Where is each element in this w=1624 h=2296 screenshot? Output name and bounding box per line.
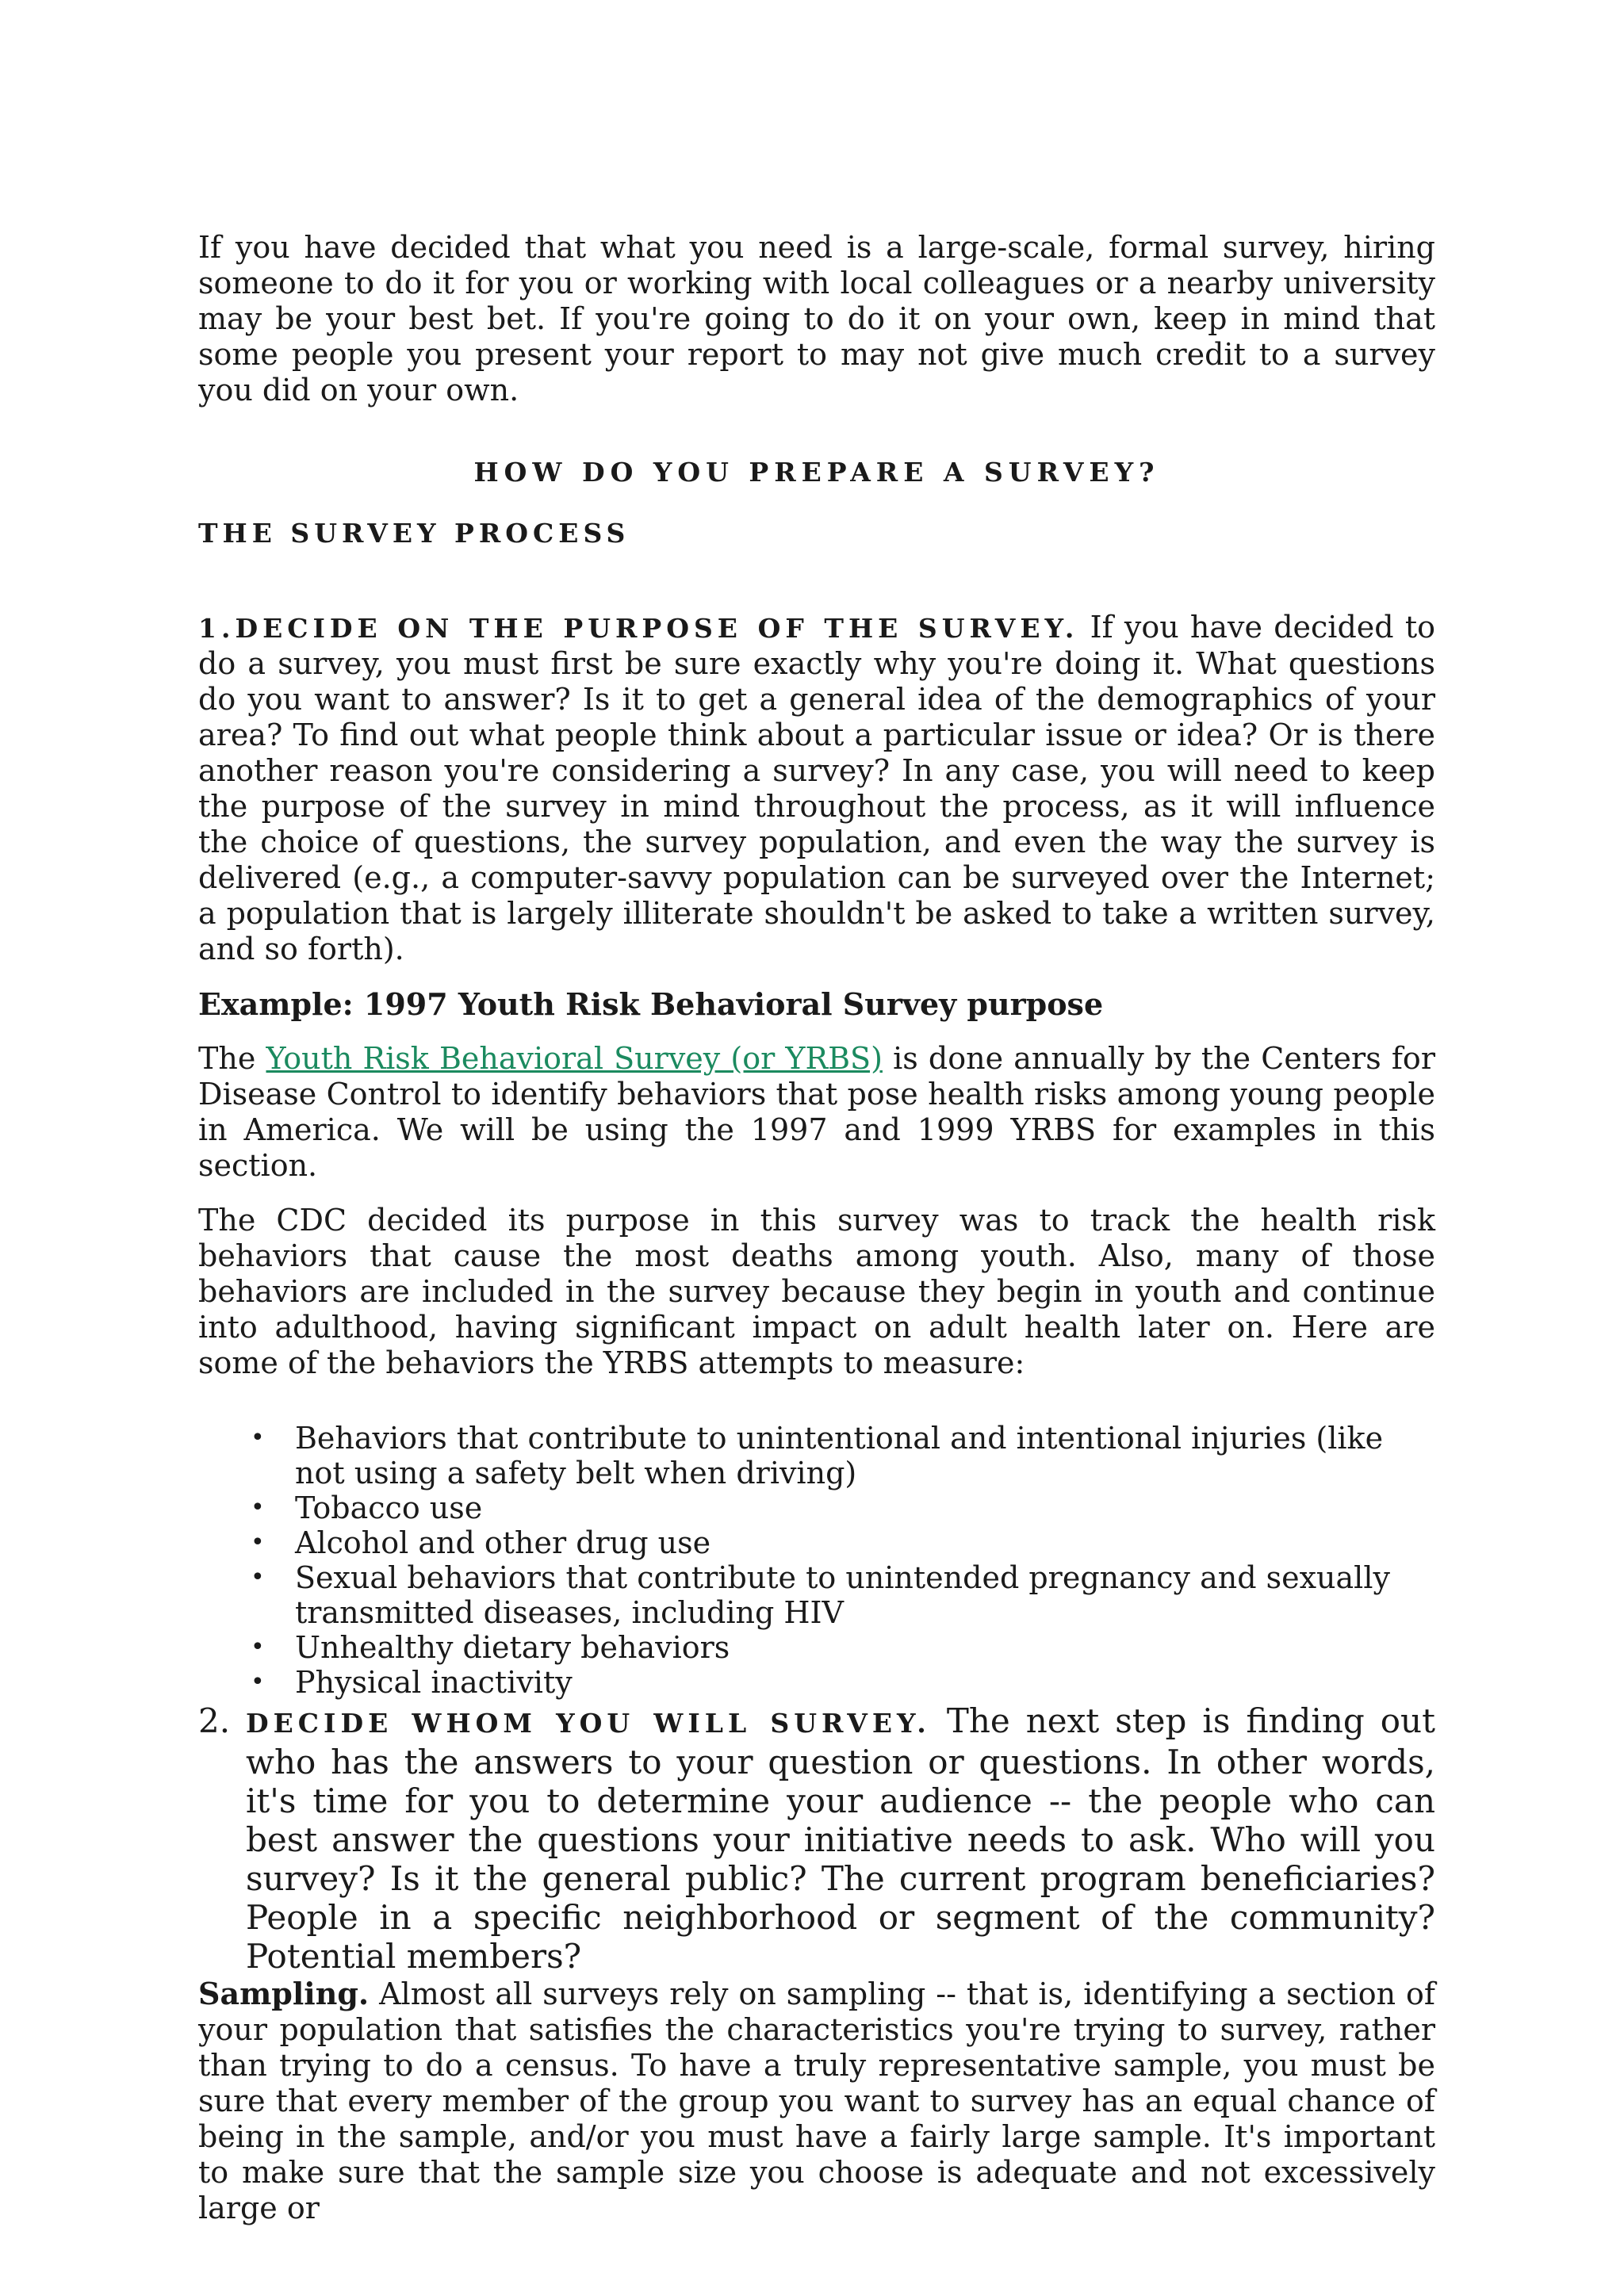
step1-title: 1.DECIDE ON THE PURPOSE OF THE SURVEY. (198, 613, 1079, 644)
list-item (251, 1525, 1435, 1560)
yrbs-lead: The (198, 1041, 256, 1076)
step2-number: 2. (198, 1701, 231, 1740)
step1-paragraph (198, 610, 1435, 967)
sampling-body: Almost all surveys rely on sampling -- that is, identifying a section of your population that satisfies the characteristics you're trying to survey, rather than trying to do a census. To have a truly representative sample, you must be sure that every member of the group you want to survey has an equal chance of being in the sample, and/or you must have a fairly large sample. It's important to make sure that the sample size you choose is adequate and not excessively large or (198, 1976, 1435, 2225)
step2-body: The next step is finding out who has the answers to your question or questions. In other words, it's time for you to determine your audience -- the people who can best answer the questions your initiative needs to ask. Who will you survey? Is it the general public? The current program beneficiaries? People in a specific neighborhood or segment of the community? Potential members? (246, 1701, 1435, 1976)
bullet-icon: • (251, 1494, 265, 1521)
list-item-text: Unhealthy dietary behaviors (295, 1630, 730, 1665)
bullet-icon: • (251, 1529, 265, 1556)
cdc-paragraph: The CDC decided its purpose in this survey was to track the health risk behaviors that cause the most deaths among youth. Also, many of those behaviors are included in the survey because they begin in youth and continue into adulthood, having significant impact on adult health later on. Here are some of the behaviors the YRBS attempts to measure: (198, 1203, 1435, 1380)
behaviors-list (198, 1421, 1435, 1700)
yrbs-link[interactable]: Youth Risk Behavioral Survey (or YRBS) (266, 1041, 883, 1076)
yrbs-paragraph (198, 1041, 1435, 1184)
list-item-text: Alcohol and other drug use (295, 1525, 711, 1560)
main-heading: HOW DO YOU PREPARE A SURVEY? (473, 457, 1160, 488)
bullet-icon: • (251, 1633, 265, 1661)
bullet-icon: • (251, 1563, 265, 1591)
list-item-text: Tobacco use (295, 1490, 483, 1525)
example-heading: Example: 1997 Youth Risk Behavioral Survey purpose (198, 986, 1104, 1022)
bullet-icon: • (251, 1424, 265, 1452)
sampling-title: Sampling. (198, 1976, 370, 2011)
sampling-paragraph (198, 1976, 1435, 2226)
yrbs-rest: is done annually by the Centers for Disease Control to identify behaviors that pose health risks among young people in America. We will be using the 1997 and 1999 YRBS for examples in this section. (198, 1041, 1435, 1183)
step1-body: If you have decided to do a survey, you must first be sure exactly why you're doing it. What questions do you want to answer? Is it to get a general idea of the demographics of your area? To find out what people think about a particular issue or idea? Or is there another reason you're considering a survey? In any case, you will need to keep the purpose of the survey in mind throughout the process, as it will influence the choice of questions, the survey population, and even the way the survey is delivered (e.g., a computer-savvy population can be surveyed over the Internet; a population that is largely illiterate shouldn't be asked to take a written survey, and so forth). (198, 610, 1435, 966)
step2-paragraph (198, 1701, 1435, 1976)
list-item-text: Behaviors that contribute to unintentional and intentional injuries (like not using a safety belt when driving) (295, 1421, 1384, 1490)
section-heading: THE SURVEY PROCESS (198, 518, 630, 549)
list-item (251, 1560, 1435, 1630)
list-item (251, 1490, 1435, 1525)
list-item-text: Physical inactivity (295, 1665, 573, 1700)
bullet-icon: • (251, 1668, 265, 1696)
list-item (251, 1421, 1435, 1490)
list-item-text: Sexual behaviors that contribute to unintended pregnancy and sexually transmitted diseases, including HIV (295, 1560, 1390, 1630)
document-page (198, 230, 1435, 2226)
intro-paragraph: If you have decided that what you need is a large-scale, formal survey, hiring someone to do it for you or working with local colleagues or a nearby university may be your best bet. If you're going to do it on your own, keep in mind that some people you present your report to may not give much credit to a survey you did on your own. (198, 230, 1435, 408)
list-item (251, 1630, 1435, 1665)
list-item (251, 1665, 1435, 1700)
step2-title: DECIDE WHOM YOU WILL SURVEY. (246, 1708, 931, 1739)
